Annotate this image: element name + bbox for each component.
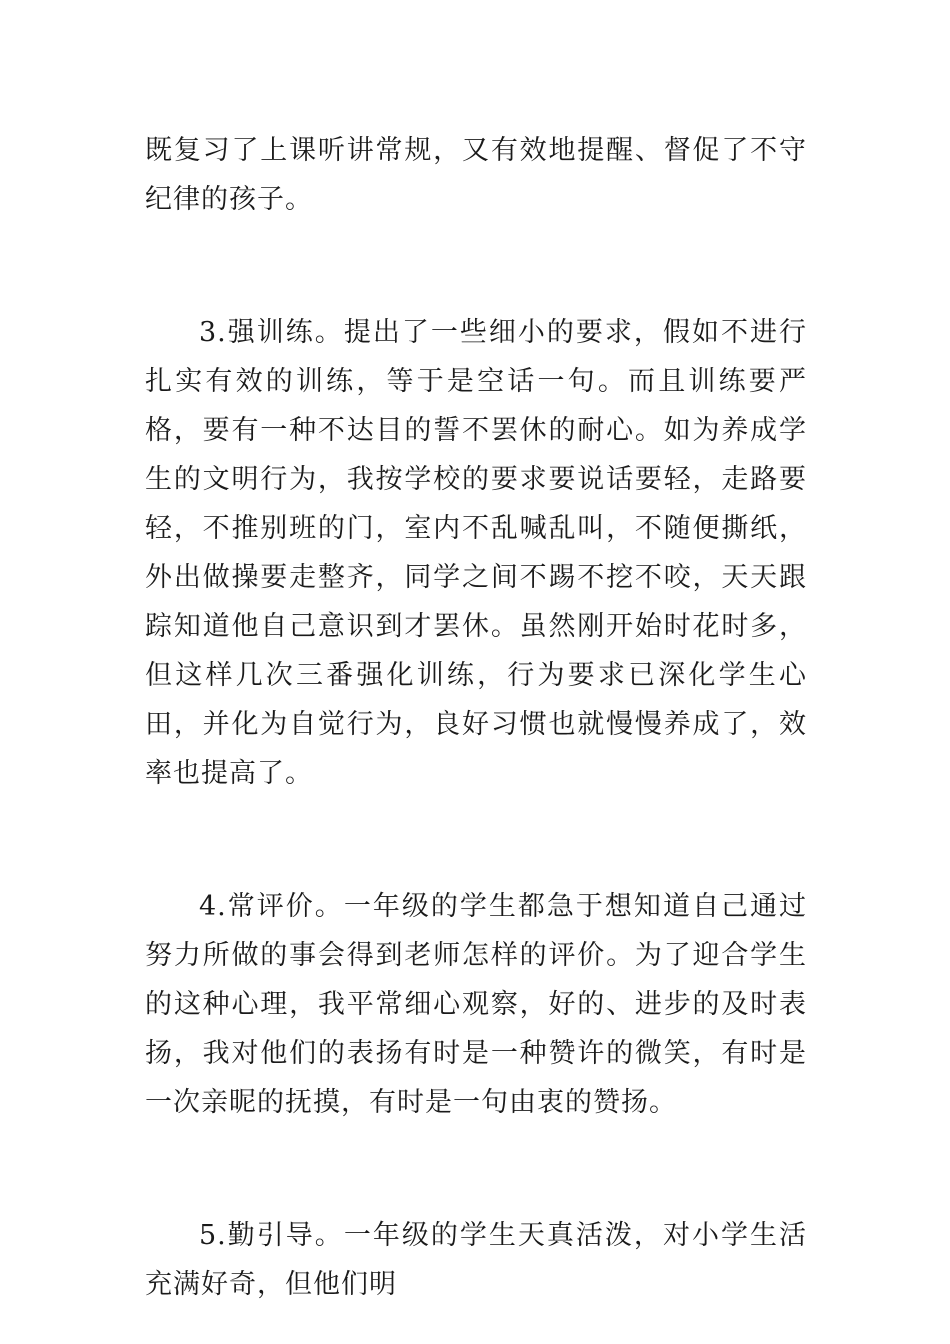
paragraph-frequent-evaluation: 4.常评价。一年级的学生都急于想知道自己通过努力所做的事会得到老师怎样的评价。为了迎合学生的这种心理，我平常细心观察，好的、进步的及时表扬，我对他们的表扬有时是一种赞许的微笑，有时是一次亲昵的抚摸，有时是一句由衷的赞扬。 xyxy=(145,891,807,1118)
paragraph-continuation: 既复习了上课听讲常规，又有效地提醒、督促了不守纪律的孩子。 xyxy=(145,135,807,215)
paragraph-gap xyxy=(145,224,807,308)
document-body xyxy=(145,126,807,1309)
paragraph-gap xyxy=(145,1127,807,1211)
paragraph-gap xyxy=(145,798,807,882)
paragraph-diligent-guidance: 5.勤引导。一年级的学生天真活泼，对小学生活充满好奇，但他们明 xyxy=(145,1220,807,1300)
paragraph-strengthen-training: 3.强训练。提出了一些细小的要求，假如不进行扎实有效的训练，等于是空话一句。而且训练要严格，要有一种不达目的誓不罢休的耐心。如为养成学生的文明行为，我按学校的要求要说话要轻，走路要轻，不推别班的门，室内不乱喊乱叫，不随便撕纸，外出做操要走整齐，同学之间不踢不挖不咬，天天跟踪知道他自己意识到才罢休。虽然刚开始时花时多，但这样几次三番强化训练，行为要求已深化学生心田，并化为自觉行为，良好习惯也就慢慢养成了，效率也提高了。 xyxy=(145,317,807,789)
